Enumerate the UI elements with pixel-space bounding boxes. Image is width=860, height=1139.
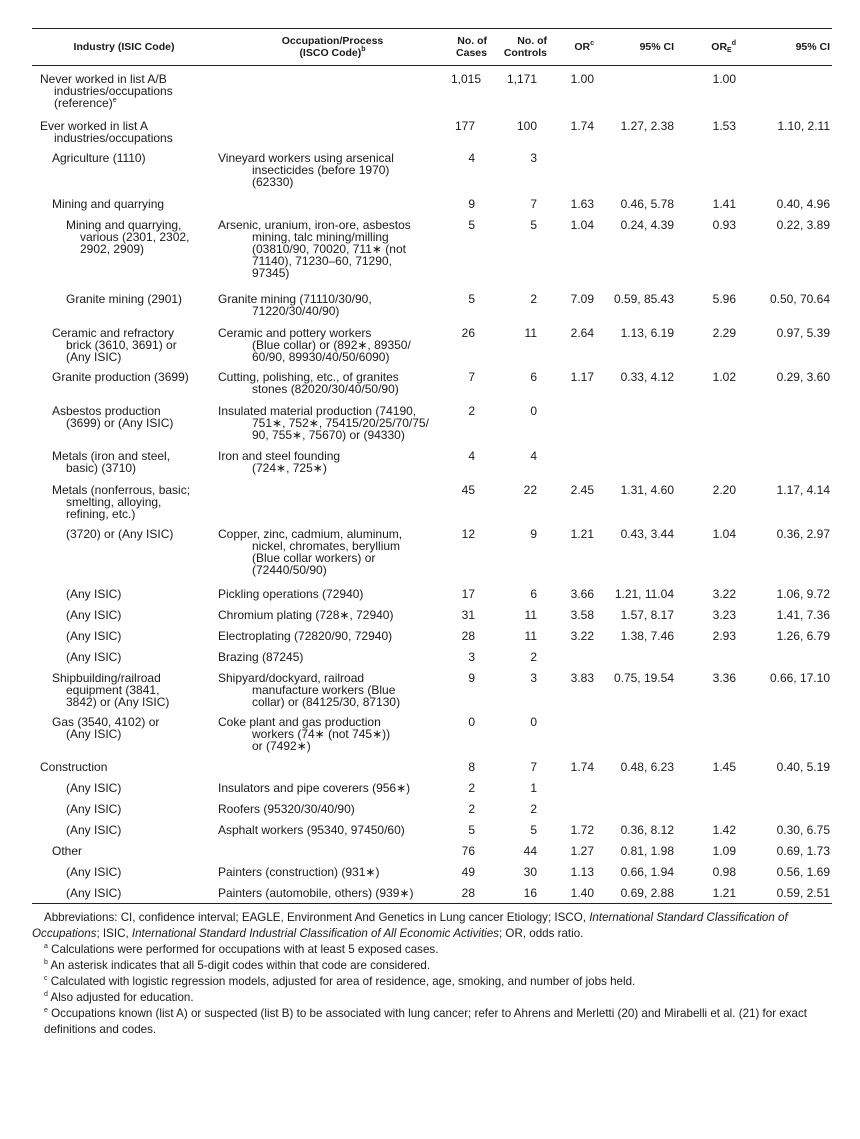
cell-ore: 1.53 xyxy=(712,119,736,133)
table-row xyxy=(32,484,832,528)
table-row xyxy=(32,219,832,293)
cell-ore xyxy=(676,405,738,450)
table-row xyxy=(32,327,832,371)
cell-occupation xyxy=(216,761,449,782)
cell-ci2: 0.56, 1.69 xyxy=(776,865,830,879)
cell-industry: (Any ISIC) xyxy=(66,608,122,622)
table-row xyxy=(32,803,832,824)
cell-ci2: 1.06, 9.72 xyxy=(776,587,830,601)
cell-ci: 1.21, 11.04 xyxy=(614,587,674,601)
cell-or: 1.74 xyxy=(570,119,594,133)
cell-industry: Ceramic and refractory brick (3610, 3691) or (Any ISIC) xyxy=(52,326,177,364)
cell-ore: 3.23 xyxy=(712,608,736,622)
cell-ore: 1.42 xyxy=(712,823,736,837)
cell-ore: 1.41 xyxy=(712,197,736,211)
table-row xyxy=(32,293,832,327)
table-row xyxy=(32,672,832,716)
table-row xyxy=(32,528,832,588)
table-row xyxy=(32,782,832,803)
cell-occupation: Granite mining (71110/30/90, 71220/30/40/90) xyxy=(218,292,372,318)
cell-or: 1.74 xyxy=(570,760,594,774)
table-row xyxy=(32,824,832,845)
cell-controls: 6 xyxy=(530,587,537,601)
cell-cases: 9 xyxy=(468,671,475,685)
cell-occupation: Roofers (95320/30/40/90) xyxy=(218,802,355,816)
cell-cases: 5 xyxy=(468,823,475,837)
cell-or xyxy=(549,782,596,803)
cell-industry: Construction xyxy=(40,760,108,774)
cell-or: 2.64 xyxy=(570,326,594,340)
table-row xyxy=(32,651,832,672)
cell-ci: 1.57, 8.17 xyxy=(620,608,674,622)
table-row xyxy=(32,588,832,609)
cell-occupation xyxy=(216,66,449,121)
cell-or: 3.83 xyxy=(570,671,594,685)
cell-ore xyxy=(676,803,738,824)
cell-industry: Granite production (3699) xyxy=(52,370,189,384)
cell-ci: 1.27, 2.38 xyxy=(620,119,674,133)
cell-ore xyxy=(676,651,738,672)
cell-occupation: Painters (automobile, others) (939∗) xyxy=(216,887,449,904)
cell-ore: 1.45 xyxy=(712,760,736,774)
cell-or xyxy=(549,450,596,484)
cell-ci: 1.31, 4.60 xyxy=(620,483,674,497)
cell-or xyxy=(549,716,596,761)
header-industry: Industry (ISIC Code) xyxy=(32,29,216,66)
cell-ci: 0.48, 6.23 xyxy=(620,760,674,774)
cell-industry: (Any ISIC) xyxy=(66,650,122,664)
footnote-b: $^b$ An asterisk indicates that all 5-digit codes within that code are considered. xyxy=(44,959,431,972)
cell-ci2 xyxy=(738,782,832,803)
cell-or: 3.66 xyxy=(570,587,594,601)
cell-cases: 28 xyxy=(449,887,489,904)
cell-ore: 1.02 xyxy=(712,370,736,384)
cell-or: 7.09 xyxy=(570,292,594,306)
cell-occupation: Shipyard/dockyard, railroad manufacture workers (Blue collar) or (84125/30, 87130) xyxy=(218,671,401,709)
cell-ore: 2.93 xyxy=(712,629,736,643)
cell-controls: 5 xyxy=(530,823,537,837)
cell-or: 3.58 xyxy=(570,608,594,622)
cell-ore: 3.36 xyxy=(712,671,736,685)
cell-ci2 xyxy=(738,716,832,761)
cell-ore: 2.29 xyxy=(712,326,736,340)
cell-ore: 2.20 xyxy=(712,483,736,497)
cell-ci: 0.69, 2.88 xyxy=(596,887,676,904)
cell-ci2: 1.10, 2.11 xyxy=(777,119,830,133)
cell-ci2: 1.17, 4.14 xyxy=(776,483,830,497)
footnote-e: $^e$ Occupations known (list A) or suspected (list B) to be associated with lung cancer; refer to Ahrens and Merletti (20) and Mirabelli et al. (21) for exact definitions and codes. xyxy=(44,1007,808,1036)
cell-industry: Mining and quarrying xyxy=(52,197,165,211)
footnotes xyxy=(32,910,832,1038)
cell-or: 2.45 xyxy=(570,483,594,497)
cell-or: 1.00 xyxy=(570,72,594,86)
results-table xyxy=(32,28,832,904)
cell-controls: 11 xyxy=(524,629,537,643)
cell-ci: 1.38, 7.46 xyxy=(620,629,674,643)
table-page xyxy=(32,28,832,1038)
table-body xyxy=(32,66,832,904)
cell-ci2: 0.30, 6.75 xyxy=(776,823,830,837)
cell-occupation: Coke plant and gas production workers (74∗ (not 745∗)) or (7492∗) xyxy=(218,715,391,753)
cell-ci2 xyxy=(738,152,832,198)
cell-occupation xyxy=(216,120,449,152)
cell-industry: Gas (3540, 4102) or (Any ISIC) xyxy=(52,715,160,741)
cell-occupation: Brazing (87245) xyxy=(218,650,304,664)
cell-industry: Other xyxy=(52,844,83,858)
header-or: $OR^c$ xyxy=(549,29,596,66)
cell-ci2 xyxy=(738,803,832,824)
cell-or: 1.17 xyxy=(570,370,594,384)
cell-ore xyxy=(676,716,738,761)
cell-controls: 100 xyxy=(516,119,537,133)
header-ore: $OR_E^d$ xyxy=(676,29,738,66)
cell-occupation: Pickling operations (72940) xyxy=(218,587,364,601)
cell-ci2: 0.29, 3.60 xyxy=(776,370,830,384)
table-row xyxy=(32,198,832,219)
cell-industry: Asbestos production (3699) or (Any ISIC) xyxy=(52,404,174,430)
footnote-a: $^a$ Calculations were performed for occupations with at least 5 exposed cases. xyxy=(44,943,439,956)
cell-cases: 76 xyxy=(461,844,475,858)
cell-ci2: 0.97, 5.39 xyxy=(776,326,830,340)
cell-industry: Never worked in list A/B industries/occupations (reference)$^e$ xyxy=(40,72,173,110)
header-ci: 95% CI xyxy=(596,29,676,66)
cell-cases: 28 xyxy=(461,629,475,643)
cell-industry: (Any ISIC) xyxy=(32,887,216,904)
cell-industry: Metals (nonferrous, basic; smelting, alloying, refining, etc.) xyxy=(52,483,191,521)
cell-cases: 177 xyxy=(454,119,475,133)
cell-or: 1.27 xyxy=(570,844,594,858)
cell-ci2: 1.41, 7.36 xyxy=(776,608,830,622)
cell-controls: 11 xyxy=(524,326,537,340)
cell-controls: 4 xyxy=(530,449,537,463)
cell-ci xyxy=(596,651,676,672)
cell-occupation: Painters (construction) (931∗) xyxy=(218,865,380,879)
table-row xyxy=(32,716,832,761)
cell-ci xyxy=(596,782,676,803)
cell-ci2: 0.66, 17.10 xyxy=(769,671,830,685)
cell-industry: (Any ISIC) xyxy=(66,587,122,601)
cell-occupation: Electroplating (72820/90, 72940) xyxy=(218,629,393,643)
cell-industry: Granite mining (2901) xyxy=(66,292,183,306)
table-row xyxy=(32,609,832,630)
cell-controls: 0 xyxy=(530,404,537,418)
cell-cases: 17 xyxy=(461,587,475,601)
cell-occupation: Cutting, polishing, etc., of granites stones (82020/30/40/50/90) xyxy=(218,370,399,396)
header-cases: No. of Cases xyxy=(449,29,489,66)
cell-ci2 xyxy=(738,405,832,450)
cell-ore: 1.21 xyxy=(676,887,738,904)
cell-cases: 8 xyxy=(468,760,475,774)
cell-ci: 0.81, 1.98 xyxy=(620,844,674,858)
cell-controls: 0 xyxy=(530,715,537,729)
table-row xyxy=(32,405,832,450)
table-row xyxy=(32,152,832,198)
cell-ci xyxy=(596,405,676,450)
cell-controls: 6 xyxy=(530,370,537,384)
cell-ci2: 0.50, 70.64 xyxy=(769,292,830,306)
cell-controls: 7 xyxy=(530,197,537,211)
cell-ci: 1.13, 6.19 xyxy=(620,326,674,340)
cell-cases: 0 xyxy=(468,715,475,729)
cell-occupation: Insulated material production (74190, 751∗, 752∗, 75415/20/25/70/75/ 90, 755∗, 75670) or (94330) xyxy=(218,404,429,442)
cell-ci: 0.59, 85.43 xyxy=(613,292,674,306)
cell-occupation: Insulators and pipe coverers (956∗) xyxy=(218,781,411,795)
cell-cases: 4 xyxy=(468,151,475,165)
cell-or xyxy=(549,405,596,450)
cell-occupation: Copper, zinc, cadmium, aluminum, nickel, chromates, beryllium (Blue collar workers) or (72440/50/90) xyxy=(218,527,403,577)
cell-ore: 3.22 xyxy=(712,587,736,601)
cell-industry: Shipbuilding/railroad equipment (3841, 3842) or (Any ISIC) xyxy=(52,671,170,709)
cell-ci: 0.43, 3.44 xyxy=(620,527,674,541)
cell-cases: 26 xyxy=(461,326,475,340)
cell-controls: 2 xyxy=(530,650,537,664)
cell-or: 1.21 xyxy=(570,527,594,541)
cell-or: 1.63 xyxy=(570,197,594,211)
table-row xyxy=(32,761,832,782)
cell-industry: (3720) or (Any ISIC) xyxy=(66,527,174,541)
cell-industry: (Any ISIC) xyxy=(66,781,122,795)
cell-or xyxy=(549,803,596,824)
cell-ci2: 0.59, 2.51 xyxy=(738,887,832,904)
cell-or: 1.04 xyxy=(570,218,594,232)
cell-industry: (Any ISIC) xyxy=(66,802,122,816)
cell-controls: 9 xyxy=(530,527,537,541)
cell-cases: 3 xyxy=(468,650,475,664)
cell-controls: 22 xyxy=(523,483,537,497)
cell-controls: 3 xyxy=(530,671,537,685)
table-row xyxy=(32,120,832,152)
cell-cases: 31 xyxy=(461,608,475,622)
cell-controls: 44 xyxy=(523,844,537,858)
table-header xyxy=(32,29,832,66)
cell-ore: 0.93 xyxy=(712,218,736,232)
cell-occupation: Arsenic, uranium, iron-ore, asbestos mining, talc mining/milling (03810/90, 70020, 711∗ (not 71140), 71230–60, 71290, 97345) xyxy=(218,218,411,280)
cell-ore xyxy=(676,152,738,198)
cell-industry: (Any ISIC) xyxy=(66,865,122,879)
table-row xyxy=(32,887,832,904)
cell-ci2 xyxy=(738,66,832,121)
cell-cases: 9 xyxy=(468,197,475,211)
cell-ci2: 0.40, 5.19 xyxy=(776,760,830,774)
cell-cases: 49 xyxy=(461,865,475,879)
cell-occupation xyxy=(216,845,449,866)
cell-ci2: 0.40, 4.96 xyxy=(776,197,830,211)
header-controls: No. of Controls xyxy=(489,29,549,66)
cell-ci: 0.24, 4.39 xyxy=(620,218,674,232)
cell-ci: 0.46, 5.78 xyxy=(620,197,674,211)
cell-ci2: 0.36, 2.97 xyxy=(776,527,830,541)
footnote-d: $^d$ Also adjusted for education. xyxy=(44,991,194,1004)
cell-ci: 0.36, 8.12 xyxy=(620,823,674,837)
cell-occupation xyxy=(216,198,449,219)
header-ci2: 95% CI xyxy=(738,29,832,66)
footnote-abbreviations: Abbreviations: CI, confidence interval; EAGLE, Environment And Genetics in Lung cancer Etiology; ISCO, International Standard Classification of Occupations; ISIC, International Standard Industrial Classification of All Economic Activities; OR, odds ratio. xyxy=(32,911,788,940)
table-row xyxy=(32,450,832,484)
cell-ci2: 0.22, 3.89 xyxy=(776,218,830,232)
cell-cases: 4 xyxy=(468,449,475,463)
cell-controls: 3 xyxy=(530,151,537,165)
cell-occupation: Asphalt workers (95340, 97450/60) xyxy=(218,823,405,837)
cell-ore xyxy=(676,450,738,484)
cell-cases: 2 xyxy=(468,802,475,816)
cell-ci xyxy=(596,450,676,484)
cell-occupation: Chromium plating (728∗, 72940) xyxy=(218,608,394,622)
cell-or: 1.40 xyxy=(549,887,596,904)
cell-occupation: Ceramic and pottery workers (Blue collar) or (892∗, 89350/ 60/90, 89930/40/50/6090) xyxy=(218,326,411,364)
cell-cases: 7 xyxy=(468,370,475,384)
cell-industry: Mining and quarrying, various (2301, 2302, 2902, 2909) xyxy=(66,218,190,256)
cell-or xyxy=(549,152,596,198)
table-row xyxy=(32,845,832,866)
cell-occupation xyxy=(216,484,449,528)
cell-controls: 1,171 xyxy=(506,72,537,86)
cell-industry: Ever worked in list A industries/occupations xyxy=(40,119,173,145)
table-row xyxy=(32,371,832,405)
cell-ci2 xyxy=(738,450,832,484)
footnote-c: $^c$ Calculated with logistic regression models, adjusted for area of residence, age, smoking, and number of jobs held. xyxy=(44,975,636,988)
cell-controls: 2 xyxy=(530,802,537,816)
cell-cases: 1,015 xyxy=(451,72,482,86)
cell-controls: 1 xyxy=(530,781,537,795)
header-occupation: Occupation/Process (ISCO Code)$^b$ xyxy=(216,29,449,66)
cell-controls: 2 xyxy=(530,292,537,306)
cell-industry: (Any ISIC) xyxy=(66,629,122,643)
cell-or xyxy=(549,651,596,672)
cell-cases: 12 xyxy=(461,527,475,541)
cell-ci2: 0.69, 1.73 xyxy=(776,844,830,858)
cell-ore: 0.98 xyxy=(712,865,736,879)
cell-controls: 7 xyxy=(530,760,537,774)
cell-occupation: Vineyard workers using arsenical insecticides (before 1970) (62330) xyxy=(218,151,394,189)
cell-controls: 5 xyxy=(530,218,537,232)
cell-ci xyxy=(596,803,676,824)
cell-cases: 45 xyxy=(461,483,475,497)
cell-ci2 xyxy=(738,651,832,672)
cell-cases: 2 xyxy=(468,404,475,418)
table-row xyxy=(32,66,832,121)
cell-ore: 1.04 xyxy=(712,527,736,541)
cell-ore: 5.96 xyxy=(712,292,736,306)
cell-cases: 5 xyxy=(468,292,475,306)
cell-or: 1.13 xyxy=(570,865,594,879)
cell-ore xyxy=(676,782,738,803)
cell-controls: 11 xyxy=(524,608,537,622)
cell-ci xyxy=(596,152,676,198)
cell-or: 1.72 xyxy=(570,823,594,837)
cell-industry: (Any ISIC) xyxy=(66,823,122,837)
cell-cases: 2 xyxy=(468,781,475,795)
cell-ci: 0.33, 4.12 xyxy=(620,370,674,384)
cell-ci2: 1.26, 6.79 xyxy=(776,629,830,643)
cell-ci xyxy=(596,716,676,761)
cell-ore: 1.00 xyxy=(712,72,736,86)
cell-ci: 0.66, 1.94 xyxy=(620,865,674,879)
cell-controls: 16 xyxy=(489,887,549,904)
cell-controls: 30 xyxy=(523,865,537,879)
cell-ci: 0.75, 19.54 xyxy=(613,671,674,685)
cell-or: 3.22 xyxy=(570,629,594,643)
cell-industry: Agriculture (1110) xyxy=(52,151,146,165)
cell-industry: Metals (iron and steel, basic) (3710) xyxy=(52,449,171,475)
cell-cases: 5 xyxy=(468,218,475,232)
cell-ore: 1.09 xyxy=(712,844,736,858)
cell-occupation: Iron and steel founding (724∗, 725∗) xyxy=(218,449,341,475)
cell-ci xyxy=(596,66,676,121)
table-row xyxy=(32,866,832,887)
table-row xyxy=(32,630,832,651)
